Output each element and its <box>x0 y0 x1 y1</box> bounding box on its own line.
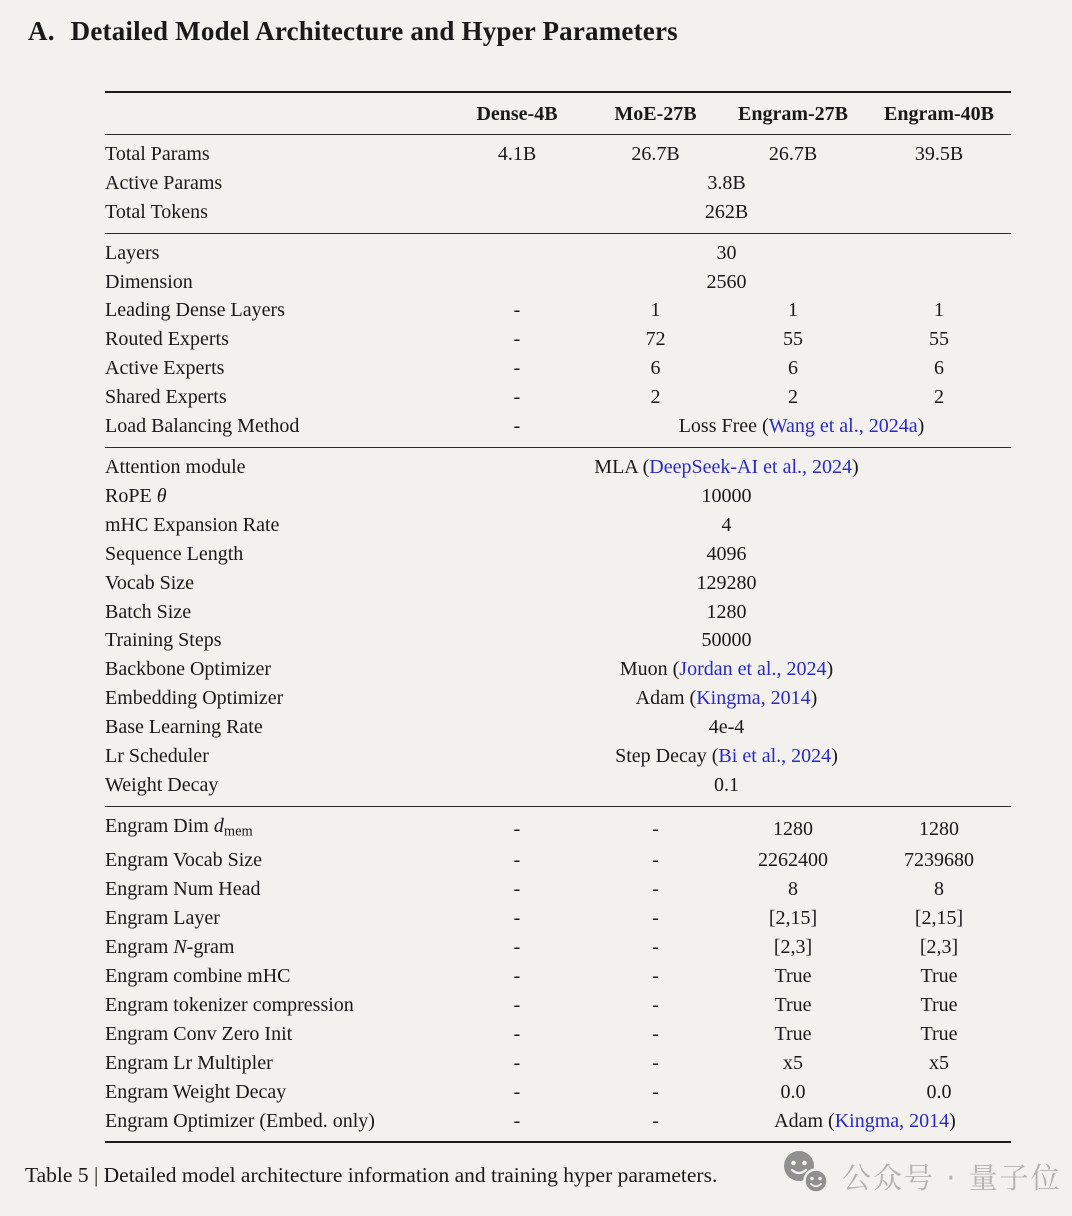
text-run: Engram Layer <box>105 907 220 930</box>
table-row <box>105 991 1011 1020</box>
value-cell <box>592 296 719 325</box>
text-run: 55 <box>929 328 949 351</box>
value-cell <box>867 1078 1011 1107</box>
text-run: 72 <box>645 328 666 351</box>
value-cell <box>592 1049 719 1078</box>
table-section <box>105 806 1011 1142</box>
text-run: - <box>513 357 521 380</box>
value-cell <box>719 806 867 846</box>
row-label <box>105 447 442 481</box>
text-run: Engram tokenizer compression <box>105 993 354 1016</box>
text-run: 129280 <box>696 571 757 594</box>
value-cell <box>867 1020 1011 1049</box>
value-cell <box>442 447 1011 481</box>
text-run: 26.7B <box>631 142 680 165</box>
row-label <box>105 383 442 412</box>
text-run: θ <box>156 484 167 507</box>
table-row <box>105 655 1011 684</box>
text-run: Engram Vocab Size <box>105 849 263 872</box>
table-row <box>105 482 1011 511</box>
value-cell <box>442 511 1011 540</box>
value-cell <box>442 626 1011 655</box>
text-run: Engram combine mHC <box>105 964 291 987</box>
text-run: 2262400 <box>758 849 828 872</box>
value-cell <box>442 482 1011 511</box>
value-cell <box>442 325 592 354</box>
table-row <box>105 771 1011 806</box>
table-row <box>105 875 1011 904</box>
text-run: - <box>513 1080 521 1103</box>
header-row <box>105 92 1011 134</box>
table-row <box>105 742 1011 771</box>
row-label <box>105 1107 442 1143</box>
text-run: 0.0 <box>780 1080 806 1103</box>
table-section <box>105 134 1011 233</box>
text-run: Sequence Length <box>105 542 244 565</box>
value-cell <box>867 846 1011 875</box>
text-run: True <box>920 1022 958 1045</box>
table-row <box>105 806 1011 846</box>
table-row <box>105 1049 1011 1078</box>
row-label <box>105 684 442 713</box>
text-run: - <box>513 849 521 872</box>
value-cell <box>442 806 592 846</box>
text-run: Total Params <box>105 142 210 165</box>
value-cell <box>719 296 867 325</box>
text-run: [2,15] <box>914 907 964 930</box>
text-run: 2 <box>934 386 944 409</box>
section-title-text: Detailed Model Architecture and Hyper Parameters <box>70 16 678 46</box>
value-cell <box>867 383 1011 412</box>
text-run: 55 <box>783 328 803 351</box>
table-row <box>105 383 1011 412</box>
text-run: - <box>513 878 521 901</box>
page-title <box>28 16 1072 47</box>
text-run: - <box>513 936 521 959</box>
table-row <box>105 447 1011 481</box>
row-label <box>105 846 442 875</box>
model-column-header: Engram-27B <box>719 92 867 134</box>
value-cell <box>592 1078 719 1107</box>
text-run: 8 <box>788 878 798 901</box>
text-run: 6 <box>934 357 944 380</box>
text-run: - <box>652 1080 659 1103</box>
value-cell <box>719 991 867 1020</box>
table-caption: Table 5 | Detailed model architecture information and training hyper parameters. <box>25 1163 718 1188</box>
text-run: Engram Optimizer (Embed. only) <box>105 1109 375 1132</box>
value-cell <box>442 233 1011 267</box>
value-cell <box>867 933 1011 962</box>
row-label <box>105 233 442 267</box>
table-row <box>105 933 1011 962</box>
text-run: - <box>513 817 521 840</box>
text-run: 50000 <box>701 629 752 652</box>
table-row <box>105 846 1011 875</box>
table-row <box>105 540 1011 569</box>
value-cell <box>719 1049 867 1078</box>
value-cell <box>867 806 1011 846</box>
row-label <box>105 771 442 806</box>
value-cell <box>442 198 1011 233</box>
table-container <box>105 91 1072 1143</box>
text-run: d <box>213 814 224 837</box>
text-run: Dimension <box>105 270 193 293</box>
text-run: 1280 <box>773 817 813 840</box>
text-run: - <box>652 1022 659 1045</box>
text-run: - <box>513 299 521 322</box>
value-cell <box>867 325 1011 354</box>
row-label <box>105 134 442 168</box>
table-row <box>105 684 1011 713</box>
value-cell <box>592 325 719 354</box>
value-cell <box>719 904 867 933</box>
value-cell <box>867 875 1011 904</box>
row-label <box>105 1049 442 1078</box>
text-run: 8 <box>934 878 944 901</box>
text-run: 0.0 <box>926 1080 952 1103</box>
text-run: Embedding Optimizer <box>105 687 284 710</box>
citation-link[interactable]: Jordan et al., 2024 <box>679 658 827 681</box>
row-label-column-header <box>105 92 442 134</box>
value-cell <box>442 296 592 325</box>
value-cell <box>719 325 867 354</box>
value-cell <box>719 846 867 875</box>
table-row <box>105 268 1011 297</box>
text-run: Load Balancing Method <box>105 415 300 438</box>
row-label <box>105 569 442 598</box>
value-cell <box>442 684 1011 713</box>
value-cell <box>442 1020 592 1049</box>
row-label <box>105 742 442 771</box>
text-run: - <box>652 936 659 959</box>
text-run: Engram Weight Decay <box>105 1080 287 1103</box>
table-row <box>105 626 1011 655</box>
text-run: Loss Free ( <box>678 415 769 438</box>
text-run: Muon ( <box>619 658 680 681</box>
row-label <box>105 198 442 233</box>
text-run: Base Learning Rate <box>105 716 263 739</box>
value-cell <box>442 933 592 962</box>
text-run: Step Decay ( <box>615 745 719 768</box>
citation-link[interactable]: Kingma, 2014 <box>834 1109 950 1132</box>
text-run: Active Params <box>105 171 223 194</box>
value-cell <box>442 383 592 412</box>
text-run: True <box>774 964 812 987</box>
value-cell <box>442 598 1011 627</box>
row-label <box>105 933 442 962</box>
row-label <box>105 626 442 655</box>
params-table <box>105 91 1011 1143</box>
text-run: 3.8B <box>707 171 746 194</box>
table-row <box>105 412 1011 447</box>
text-run: 1280 <box>919 817 959 840</box>
value-cell <box>719 1078 867 1107</box>
value-cell <box>592 875 719 904</box>
text-run: Vocab Size <box>105 571 195 594</box>
row-label <box>105 962 442 991</box>
text-run: 2 <box>788 386 798 409</box>
table-row <box>105 1020 1011 1049</box>
text-run: Total Tokens <box>105 200 208 223</box>
text-run: 1 <box>788 299 798 322</box>
text-run: 10000 <box>701 484 752 507</box>
row-label <box>105 296 442 325</box>
text-run: ) <box>810 687 818 710</box>
value-cell <box>592 383 719 412</box>
text-run: 4096 <box>706 542 747 565</box>
row-label <box>105 540 442 569</box>
row-label <box>105 412 442 447</box>
text-run: 39.5B <box>914 142 964 165</box>
text-run: 6 <box>788 357 798 380</box>
table-row <box>105 904 1011 933</box>
text-run: - <box>652 993 659 1016</box>
text-run: N <box>173 936 187 959</box>
value-cell <box>592 1020 719 1049</box>
value-cell <box>592 846 719 875</box>
row-label <box>105 1020 442 1049</box>
table-row <box>105 325 1011 354</box>
value-cell <box>442 771 1011 806</box>
citation-link[interactable]: Wang et al., 2024a <box>768 415 918 438</box>
text-run: Engram Dim <box>105 814 214 837</box>
text-run: x5 <box>929 1051 949 1074</box>
text-run: - <box>513 386 521 409</box>
table-row <box>105 296 1011 325</box>
text-run: ) <box>831 745 838 768</box>
text-run: - <box>513 328 521 351</box>
text-run: Lr Scheduler <box>105 745 209 768</box>
text-run: Active Experts <box>105 357 225 380</box>
text-run: - <box>513 1022 521 1045</box>
text-run: mHC Expansion Rate <box>105 513 280 536</box>
value-cell <box>442 1107 592 1143</box>
value-cell <box>719 1107 1011 1143</box>
value-cell <box>867 904 1011 933</box>
text-run: 262B <box>704 200 749 223</box>
citation-link[interactable]: Kingma, 2014 <box>696 687 811 710</box>
value-cell <box>442 169 1011 198</box>
table-row <box>105 598 1011 627</box>
value-cell <box>442 1049 592 1078</box>
text-run: - <box>513 415 521 438</box>
text-run: Engram <box>105 936 174 959</box>
citation-link[interactable]: DeepSeek-AI et al., 2024 <box>649 455 853 478</box>
model-column-header: MoE-27B <box>592 92 719 134</box>
text-run: ) <box>917 415 925 438</box>
text-run: Training Steps <box>105 629 222 652</box>
table-row <box>105 233 1011 267</box>
text-run: [2,15] <box>768 907 818 930</box>
row-label <box>105 1078 442 1107</box>
value-cell <box>442 713 1011 742</box>
value-cell <box>442 846 592 875</box>
text-run: ) <box>852 455 859 478</box>
table-header <box>105 92 1011 134</box>
text-run: -gram <box>186 936 235 959</box>
text-run: - <box>652 907 659 930</box>
value-cell <box>719 354 867 383</box>
text-run: Leading Dense Layers <box>105 299 285 322</box>
value-cell <box>867 296 1011 325</box>
table-row <box>105 713 1011 742</box>
text-run: 2560 <box>706 270 747 293</box>
row-label <box>105 875 442 904</box>
text-run: True <box>774 993 812 1016</box>
value-cell <box>442 540 1011 569</box>
text-run: Backbone Optimizer <box>105 658 272 681</box>
text-run: 30 <box>716 241 737 264</box>
value-cell <box>442 268 1011 297</box>
text-run: Adam ( <box>774 1109 835 1132</box>
value-cell <box>442 991 592 1020</box>
text-run: 26.7B <box>768 142 818 165</box>
value-cell <box>867 354 1011 383</box>
value-cell <box>592 933 719 962</box>
text-run: - <box>652 1109 659 1132</box>
text-run: - <box>652 1051 659 1074</box>
value-cell <box>719 962 867 991</box>
table-row <box>105 169 1011 198</box>
model-column-header: Engram-40B <box>867 92 1011 134</box>
text-run: MLA ( <box>594 455 650 478</box>
value-cell <box>592 134 719 168</box>
page <box>0 16 1072 1216</box>
table-row <box>105 569 1011 598</box>
value-cell <box>719 383 867 412</box>
model-column-header: Dense-4B <box>442 92 592 134</box>
row-label <box>105 904 442 933</box>
text-run: RoPE <box>105 484 157 507</box>
text-run: True <box>774 1022 812 1045</box>
text-run: Shared Experts <box>105 386 227 409</box>
text-run: [2,3] <box>773 936 813 959</box>
value-cell <box>592 354 719 383</box>
row-label <box>105 354 442 383</box>
value-cell <box>719 875 867 904</box>
value-cell <box>719 933 867 962</box>
text-run: True <box>920 993 958 1016</box>
table-section <box>105 447 1011 806</box>
text-run: - <box>513 1051 521 1074</box>
text-run: Routed Experts <box>105 328 229 351</box>
section-number: A. <box>28 16 55 46</box>
value-cell <box>592 412 1011 447</box>
text-run: Attention module <box>105 455 246 478</box>
table-section <box>105 233 1011 447</box>
value-cell <box>592 1107 719 1143</box>
text-run: Engram Lr Multipler <box>105 1051 273 1074</box>
text-run: True <box>920 964 958 987</box>
text-run: 7239680 <box>904 849 974 872</box>
text-run: - <box>652 849 659 872</box>
row-label <box>105 806 442 846</box>
row-label <box>105 511 442 540</box>
value-cell <box>442 1078 592 1107</box>
text-run: 0.1 <box>714 773 739 796</box>
value-cell <box>442 875 592 904</box>
text-run: Weight Decay <box>105 773 219 796</box>
value-cell <box>442 412 592 447</box>
text-run: 4 <box>721 513 732 536</box>
text-run: 4e-4 <box>708 716 745 739</box>
text-run: - <box>513 907 521 930</box>
value-cell <box>442 962 592 991</box>
value-cell <box>867 134 1011 168</box>
value-cell <box>867 991 1011 1020</box>
text-run: - <box>652 964 659 987</box>
text-run: x5 <box>783 1051 803 1074</box>
table-row <box>105 511 1011 540</box>
value-cell <box>442 134 592 168</box>
value-cell <box>442 904 592 933</box>
text-run: 1 <box>650 299 661 322</box>
value-cell <box>442 742 1011 771</box>
value-cell <box>592 806 719 846</box>
row-label <box>105 655 442 684</box>
value-cell <box>592 904 719 933</box>
text-run: 1 <box>934 299 944 322</box>
table-row <box>105 1107 1011 1143</box>
text-run: 4.1B <box>497 142 537 165</box>
text-run: Engram Conv Zero Init <box>105 1022 293 1045</box>
table-row <box>105 354 1011 383</box>
row-label <box>105 482 442 511</box>
table-row <box>105 134 1011 168</box>
text-run: - <box>513 964 521 987</box>
value-cell <box>442 569 1011 598</box>
table-row <box>105 962 1011 991</box>
text-run: 2 <box>650 386 661 409</box>
text-run: mem <box>223 823 253 840</box>
text-run: Engram Num Head <box>105 878 261 901</box>
value-cell <box>592 962 719 991</box>
citation-link[interactable]: Bi et al., 2024 <box>718 745 832 768</box>
text-run: - <box>513 993 521 1016</box>
row-label <box>105 325 442 354</box>
text-run: ) <box>826 658 834 681</box>
table-row <box>105 1078 1011 1107</box>
value-cell <box>442 354 592 383</box>
text-run: Batch Size <box>105 600 192 623</box>
row-label <box>105 268 442 297</box>
text-run: ) <box>949 1109 956 1132</box>
row-label <box>105 598 442 627</box>
watermark-text: 公众号 · 量子位 <box>842 1160 1062 1195</box>
value-cell <box>719 1020 867 1049</box>
text-run: - <box>652 817 659 840</box>
text-run: Layers <box>105 241 160 264</box>
value-cell <box>719 134 867 168</box>
value-cell <box>592 991 719 1020</box>
row-label <box>105 991 442 1020</box>
value-cell <box>867 962 1011 991</box>
text-run: 1280 <box>706 600 747 623</box>
row-label <box>105 713 442 742</box>
table-row <box>105 198 1011 233</box>
text-run: Adam ( <box>635 687 697 710</box>
text-run: - <box>513 1109 521 1132</box>
row-label <box>105 169 442 198</box>
text-run: 6 <box>650 357 661 380</box>
value-cell <box>867 1049 1011 1078</box>
value-cell <box>442 655 1011 684</box>
text-run: - <box>652 878 659 901</box>
text-run: [2,3] <box>919 936 959 959</box>
